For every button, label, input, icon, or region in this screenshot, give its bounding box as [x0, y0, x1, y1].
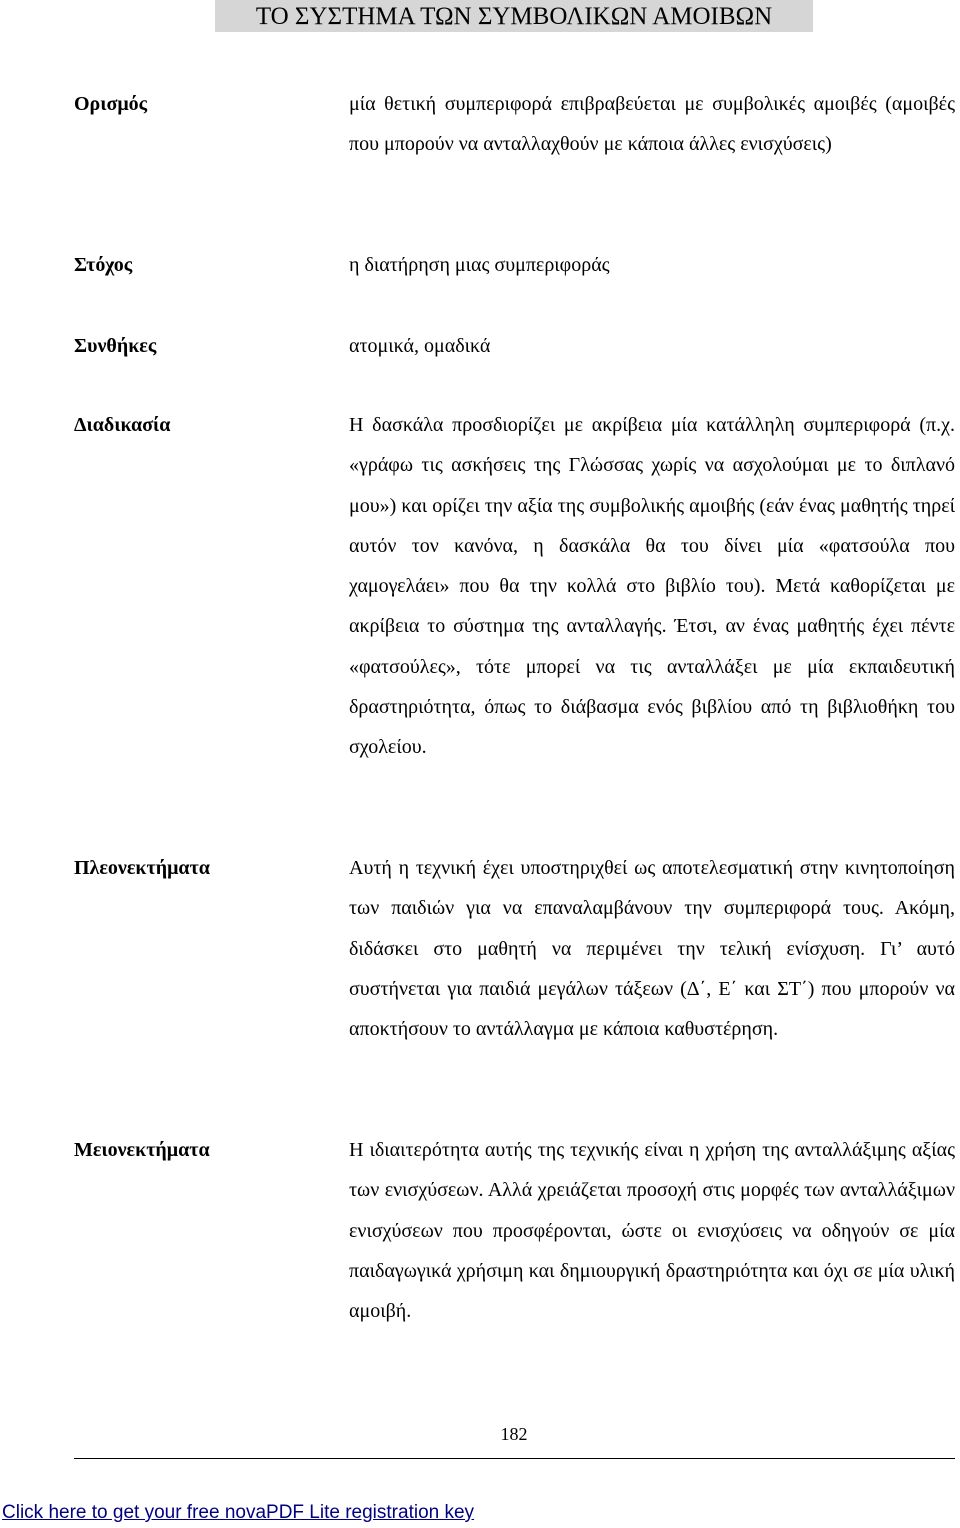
term-procedure: Διαδικασία: [74, 414, 171, 436]
title-highlight: [215, 0, 813, 32]
footer-divider: [74, 1458, 955, 1459]
description-conditions: ατομικά, ομαδικά: [349, 335, 491, 357]
term-disadvantages: Μειονεκτήματα: [74, 1139, 210, 1161]
term-advantages: Πλεονεκτήματα: [74, 857, 210, 879]
term-goal: Στόχος: [74, 254, 133, 276]
term-conditions: Συνθήκες: [74, 335, 157, 357]
registration-key-link[interactable]: Click here to get your free novaPDF Lite registration key: [2, 1502, 475, 1523]
page-number: 182: [500, 1424, 528, 1444]
description-disadvantages: Η ιδιαιτερότητα αυτής της τεχνικής είναι η χρήση της ανταλλάξιμης αξίας των ενισχύσεων. Αλλά χρειάζεται προσοχή στις μορφές των ανταλλάξιμων ενισχύσεων που προσφέρονται, ώστε οι ενισχύσεις να οδηγούν σε μία παιδαγωγικά χρήσιμη και δημιουργική δραστηριότητα και όχι σε μία υλική αμοιβή.: [349, 1139, 955, 1323]
page-title: ΤΟ ΣΥΣΤΗΜΑ ΤΩΝ ΣΥΜΒΟΛΙΚΩΝ ΑΜΟΙΒΩΝ: [255, 3, 773, 30]
term-definition: Ορισμός: [74, 93, 148, 115]
description-definition: μία θετική συμπεριφορά επιβραβεύεται με συμβολικές αμοιβές (αμοιβές που μπορούν να ανταλλαχθούν με κάποια άλλες ενισχύσεις): [349, 93, 955, 156]
description-procedure: Η δασκάλα προσδιορίζει με ακρίβεια μία κατάλληλη συμπεριφορά (π.χ. «γράφω τις ασκήσεις της Γλώσσας χωρίς να ασχολούμαι με το διπλανό μου») και ορίζει την αξία της συμβολικής αμοιβής (εάν ένας μαθητής τηρεί αυτόν τον κανόνα, η δασκάλα θα του δίνει μία «φατσούλα που χαμογελάει» που θα την κολλά στο βιβλίο του). Μετά καθορίζεται με ακρίβεια το σύστημα της ανταλλαγής. Έτσι, αν ένας μαθητής έχει πέντε «φατσούλες», τότε μπορεί να τις ανταλλάξει με μία εκπαιδευτική δραστηριότητα, όπως το διάβασμα ενός βιβλίου από τη βιβλιοθήκη του σχολείου.: [349, 414, 955, 759]
description-advantages: Αυτή η τεχνική έχει υποστηριχθεί ως αποτελεσματική στην κινητοποίηση των παιδιών για να επαναλαμβάνουν την συμπεριφορά τους. Ακόμη, διδάσκει στο μαθητή να περιμένει την τελική ενίσχυση. Γι’ αυτό συστήνεται για παιδιά μεγάλων τάξεων (Δ΄, Ε΄ και ΣΤ΄) που μπορούν να αποκτήσουν το αντάλλαγμα με κάποια καθυστέρηση.: [349, 857, 955, 1041]
description-goal: η διατήρηση μιας συμπεριφοράς: [349, 254, 610, 276]
